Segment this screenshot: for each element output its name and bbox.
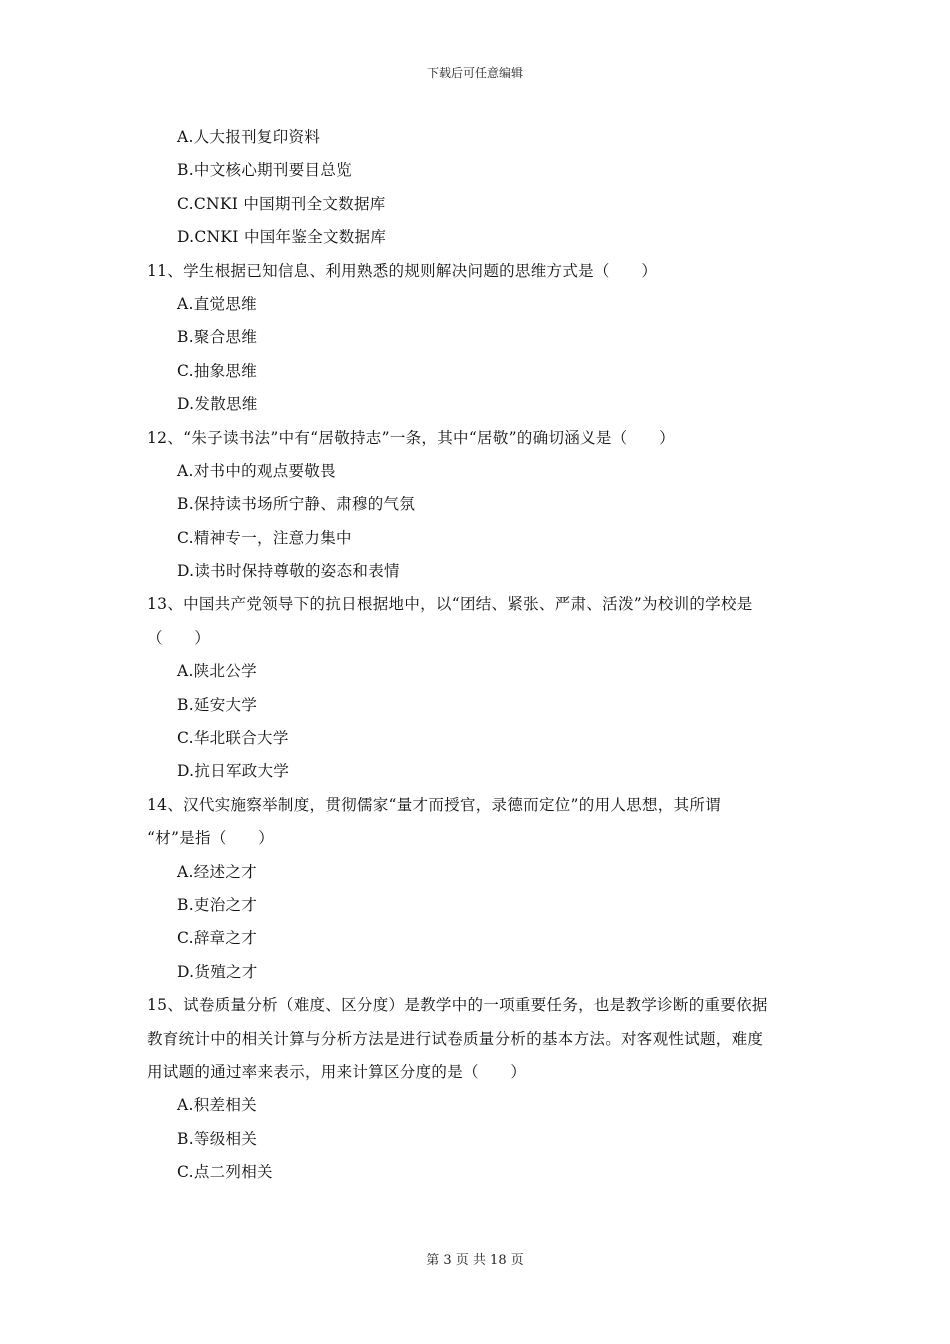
question-text: 教育统计中的相关计算与分析方法是进行试卷质量分析的基本方法。对客观性试题，难度 xyxy=(147,1029,764,1048)
answer-option: D.发散思维 xyxy=(177,395,258,414)
question-text: 13、中国共产党领导下的抗日根据地中，以“团结、紧张、严肃、活泼”为校训的学校是 xyxy=(147,595,753,614)
answer-option: C.辞章之才 xyxy=(177,929,258,948)
answer-option: D.货殖之才 xyxy=(177,962,258,981)
answer-option: B.等级相关 xyxy=(177,1129,258,1148)
answer-option: A.陕北公学 xyxy=(177,662,257,681)
answer-option: A.人大报刊复印资料 xyxy=(177,128,321,146)
answer-option: B.延安大学 xyxy=(177,695,258,714)
page-footer: 第 3 页 共 18 页 xyxy=(426,1253,524,1268)
answer-option: C.点二列相关 xyxy=(177,1163,273,1182)
question-text: 12、“朱子读书法”中有“居敬持志”一条，其中“居敬”的确切涵义是（ ） xyxy=(147,428,675,447)
question-text: 15、试卷质量分析（难度、区分度）是教学中的一项重要任务，也是教学诊断的重要依据 xyxy=(147,996,768,1015)
question-text: 11、学生根据已知信息、利用熟悉的规则解决问题的思维方式是（ ） xyxy=(147,261,658,280)
answer-option: D.读书时保持尊敬的姿态和表情 xyxy=(177,562,400,581)
answer-option: B.吏治之才 xyxy=(177,895,258,914)
answer-option: C.精神专一，注意力集中 xyxy=(177,528,352,547)
answer-option: D.CNKI 中国年鉴全文数据库 xyxy=(177,228,387,247)
document-body xyxy=(147,121,812,1190)
question-text: 14、汉代实施察举制度，贯彻儒家“量才而授官，录德而定位”的用人思想，其所谓 xyxy=(147,795,721,814)
answer-option: A.对书中的观点要敬畏 xyxy=(177,461,336,480)
answer-option: C.华北联合大学 xyxy=(177,729,289,748)
answer-option: A.直觉思维 xyxy=(177,294,257,313)
answer-option: C.CNKI 中国期刊全文数据库 xyxy=(177,194,386,213)
question-text: 用试题的通过率来表示，用来计算区分度的是（ ） xyxy=(147,1062,527,1081)
answer-option: D.抗日军政大学 xyxy=(177,762,290,781)
answer-option: B.聚合思维 xyxy=(177,328,258,347)
answer-option: C.抽象思维 xyxy=(177,361,258,380)
question-text: （ ） xyxy=(147,628,211,647)
answer-option: B.中文核心期刊要目总览 xyxy=(177,161,352,180)
answer-option: B.保持读书场所宁静、肃穆的气氛 xyxy=(177,495,416,514)
question-text: “材”是指（ ） xyxy=(147,829,275,848)
page-header: 下载后可任意编辑 xyxy=(426,66,523,80)
answer-option: A.经述之才 xyxy=(177,862,257,881)
answer-option: A.积差相关 xyxy=(177,1096,257,1115)
